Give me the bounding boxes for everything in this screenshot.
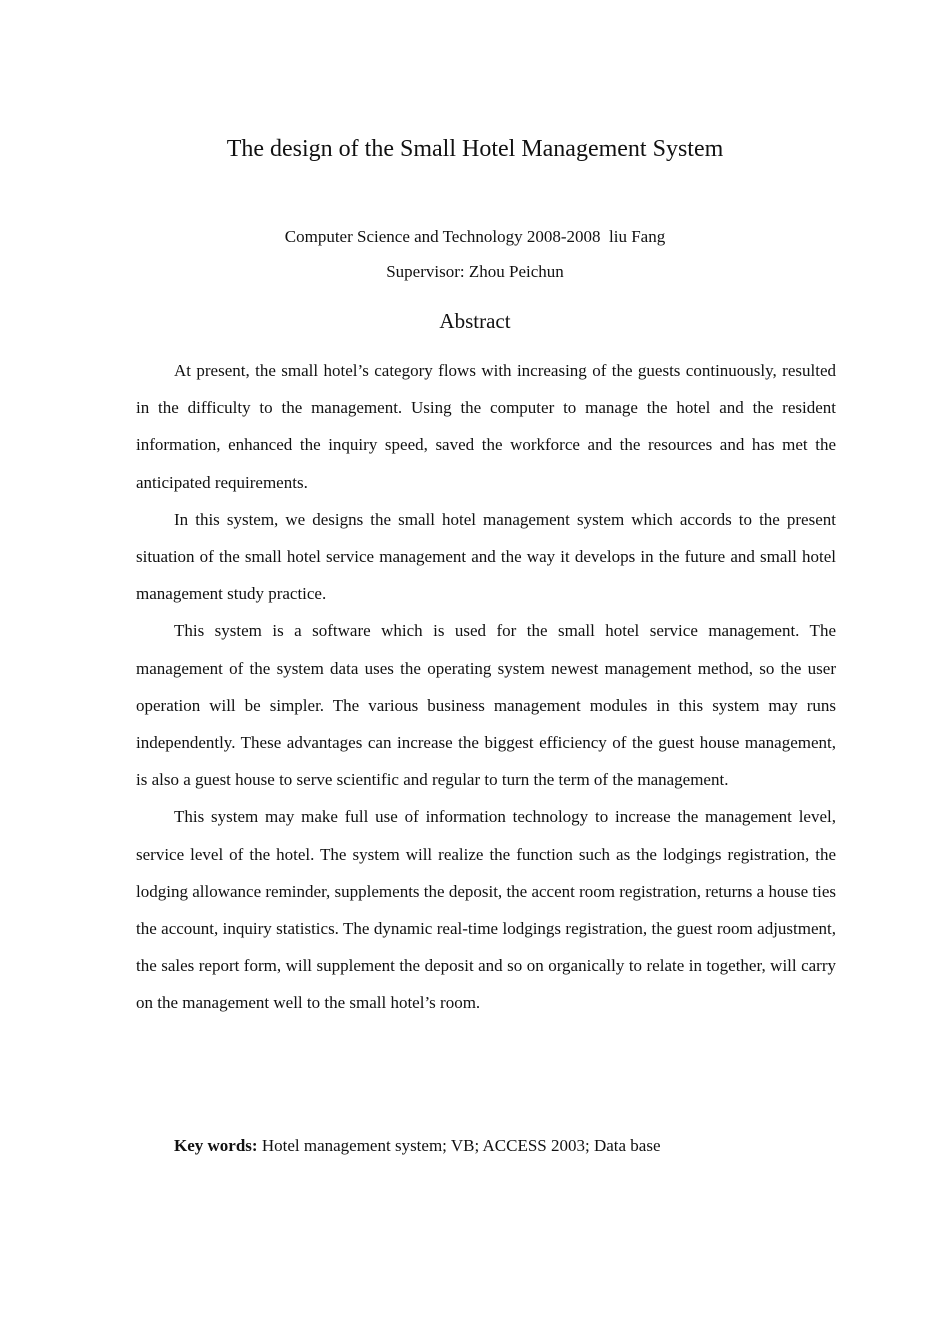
abstract-paragraph: In this system, we designs the small hotel management system which accords to the present situation of the small hotel service management and the way it develops in the future and small hotel management study practice. [136, 509, 836, 604]
abstract-paragraph: This system is a software which is used for the small hotel service management. The management of the system data uses the operating system newest management method, so the user operation will be simpler. The various business management modules in this system may runs independently. These advantages can increase the biggest efficiency of the guest house management, is also a guest house to serve scientific and regular to turn the term of the management. [136, 621, 836, 790]
abstract-paragraph: At present, the small hotel’s category flows with increasing of the guests continuously, resulted in the difficulty to the management. Using the computer to manage the hotel and the resident information, enhanced the inquiry speed, saved the workforce and the resources and has met the anticipated requirements. [136, 361, 836, 492]
keywords-list: Hotel management system; VB; ACCESS 2003; Data base [257, 1136, 661, 1155]
author-affiliation: Computer Science and Technology 2008-2008 liu Fang [284, 227, 666, 246]
abstract-body [136, 352, 836, 1022]
keywords-line [174, 1133, 661, 1159]
supervisor-line: Supervisor: Zhou Peichun [386, 262, 564, 281]
keywords-label: Key words: [174, 1136, 258, 1155]
abstract-heading: Abstract [439, 309, 511, 333]
abstract-paragraph: This system may make full use of information technology to increase the management level, service level of the hotel. The system will realize the function such as the lodgings registration, the lodging allowance reminder, supplements the deposit, the accent room registration, returns a house ties the account, inquiry statistics. The dynamic real-time lodgings registration, the guest room adjustment, the sales report form, will supplement the deposit and so on organically to relate in together, will carry on the management well to the small hotel’s room. [136, 807, 836, 1013]
document-title: The design of the Small Hotel Management System [226, 136, 724, 162]
